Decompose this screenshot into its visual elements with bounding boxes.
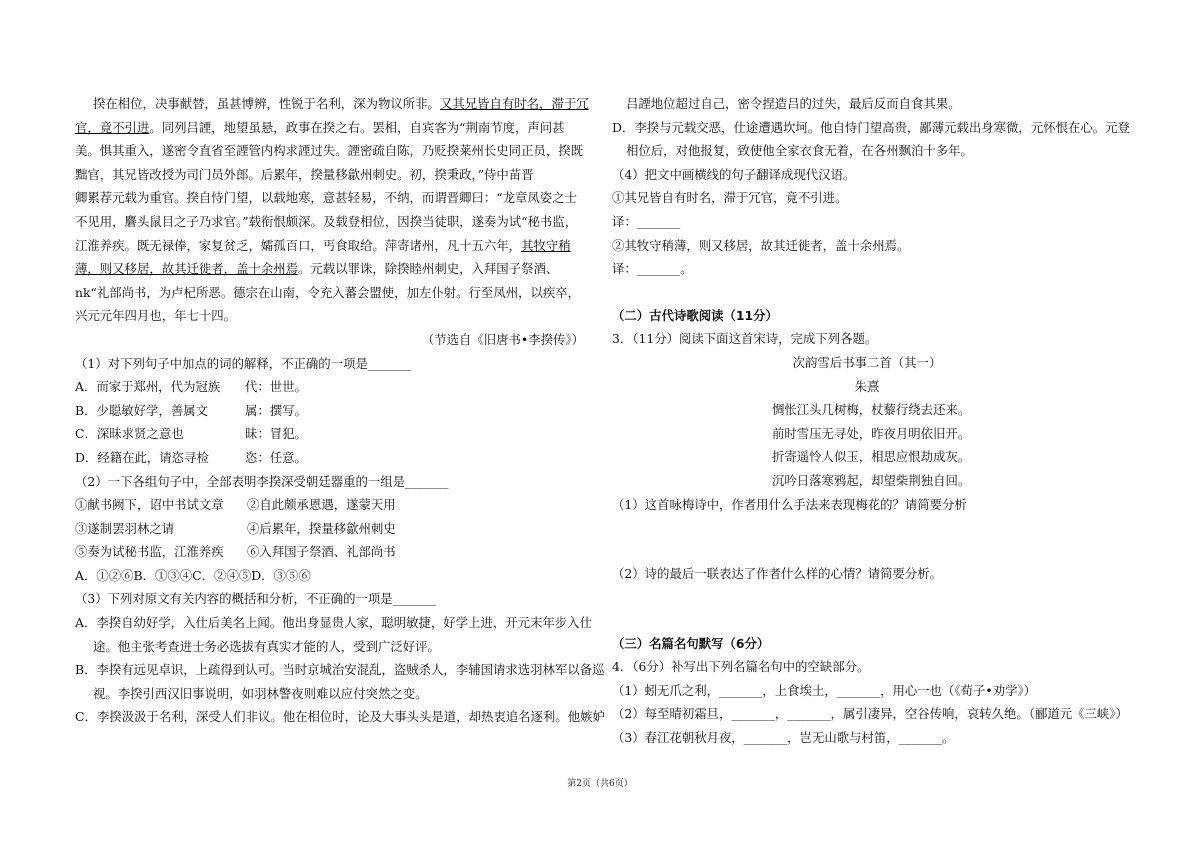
passage-text: 。元载以罪诛，除揆睦州刺史，入拜国子祭酒、	[298, 261, 559, 277]
underlined-text: 薄，则又移居，故其迁徙者，盖十余州焉	[75, 261, 299, 277]
option-row	[75, 375, 590, 399]
sentence-item: ③遂制罢羽林之请	[75, 520, 175, 536]
passage-text: 江淮养疾。既无禄俸，家复贫乏，孀孤百口，丐食取给。萍寄诸州，凡十五六年，	[75, 237, 522, 253]
underlined-text: 官，竟不引进	[75, 119, 150, 135]
question-1: （1）对下列句子中加点的词的解释，不正确的一项是_______	[75, 355, 412, 371]
passage-text: 美。惧其重入，遂密令直省至諲管内构求諲过失。諲密疏自陈，乃贬揆莱州长史同正员，揆既	[75, 143, 584, 159]
analysis-option-line: C．李揆汲汲于名利，深受人们非议。他在相位时，论及大事头头是道，却热衷追名逐利。他嫉妒	[75, 709, 605, 725]
option-explanation: 昧：冒犯。	[245, 426, 307, 442]
option-explanation: 属：撰写。	[245, 402, 307, 418]
dictation-item: （1）蚓无爪之利，_______，上食埃土，_______，用心一也（《荀子•劝学》）	[612, 682, 1037, 698]
passage-line	[75, 281, 590, 305]
poem-author: 朱熹	[854, 378, 880, 394]
passage-line	[75, 234, 590, 258]
analysis-option-line: 视。李揆引西汉旧事说明，如羽林警夜则难以应付突然之变。	[93, 685, 428, 701]
option-explanation: 代：世世。	[245, 379, 307, 395]
poem-line: 折寄遥怜人似玉，相思应恨劫成灰。	[772, 449, 971, 465]
option-sentence: B．少聪敏好学，善属文	[75, 402, 209, 418]
sentence-item: ②自此颇承恩遇，遂蒙天用	[247, 497, 396, 513]
passage-line	[75, 186, 590, 210]
passage-text: nk“礼部尚书，为卢杞所恶。德宗在山南，令充入蕃会盟使，加左仆射。行至凤州，以疾卒，	[75, 284, 581, 300]
question-4-translate: （4）把文中画横线的句子翻译成现代汉语。	[612, 166, 856, 182]
question-3-options	[75, 611, 605, 729]
option-explanation: 恣：任意。	[245, 449, 307, 465]
passage-text: 黜官，其兄皆改授为司门员外郎。后累年，揆量移歙州刺史。初，揆秉政，”侍中苗晋	[75, 166, 534, 182]
left-column	[75, 92, 605, 729]
option-d: D．李揆与元载交恶，仕途遭遇坎坷。他自恃门望高贵，鄙薄元载出身寒微，元怀恨在心。元登	[612, 119, 1130, 135]
section-3-title: （三）名篇名句默写（6分）	[612, 635, 770, 651]
continued-line: 吕諲地位超过自己，密令捏造吕的过失，最后反而自食其果。	[626, 96, 961, 111]
poem-line: 前时雪压无寻处，昨夜月明依旧开。	[772, 425, 971, 441]
option-sentence: A．而家于郑州，代为冠族	[75, 379, 221, 395]
passage-text: 卿累荐元载为重官。揆自恃门望，以载地寒，意甚轻易，不纳，而谓晋卿曰：“龙章凤姿之士	[75, 190, 577, 206]
analysis-option-line: 途。他主张考查进士务必选拔有真实才能的人，受到广泛好评。	[93, 638, 440, 654]
passage	[75, 92, 590, 328]
dictation-item: （3）春江花朝秋月夜，_______，岂无山歌与村笛，_______。	[612, 730, 955, 746]
question-2: （2）一下各组句子中，全部表明李揆深受朝廷器重的一组是_______	[75, 473, 449, 489]
underlined-text: 又其兄皆自有时名，滞于冗	[439, 96, 589, 111]
passage-line	[75, 116, 590, 140]
poem-title: 次韵雪后书事二首（其一）	[792, 354, 942, 370]
passage-line	[75, 304, 590, 328]
right-column	[612, 92, 1130, 750]
option-row	[75, 446, 590, 470]
option-sentence: D．经籍在此，请恣寻检	[75, 449, 209, 465]
sentence-item: ⑥入拜国子祭酒、礼部尚书	[247, 544, 396, 560]
dictation-intro: 4．（6分）补写出下列名篇名句中的空缺部分。	[612, 659, 870, 675]
translate-answer-2: 译：_______。	[612, 261, 693, 277]
passage-line	[75, 257, 590, 281]
passage-line	[75, 163, 590, 187]
page-footer: 第2页（共6页）	[567, 779, 633, 789]
translate-sentence-2: ②其牧守稍薄，则又移居，故其迁徙者，盖十余州焉。	[612, 237, 910, 253]
passage-text: 不见用，麏头鼠目之子乃求官。”载衔恨颇深。及载登相位，因揆当徒职，遂奏为试“秘书监，	[75, 213, 578, 229]
passage-text: 。同列吕諲，地望虽悬，政事在揆之右。罢相，自宾客为“荆南节度，声问甚	[149, 119, 565, 135]
underlined-text: 其牧守稍	[521, 237, 571, 253]
analysis-option-line: B．李揆有远见卓识，上疏得到认可。当时京城治安混乱，盗贼杀人，李辅国请求选羽林军以备巡	[75, 662, 605, 678]
translate-answer-1: 译：_______	[612, 213, 681, 229]
sentence-item: ⑤奏为试秘书监，江淮养疾	[75, 544, 224, 560]
section-2-title: （二）古代诗歌阅读（11分）	[612, 307, 778, 323]
passage-text: 揆在相位，决事献替，虽甚博辨，性锐于名利，深为物议所非。	[93, 96, 440, 111]
poem-question-intro: 3．（11分）阅读下面这首宋诗，完成下列各题。	[612, 331, 878, 347]
passage-line	[75, 210, 590, 234]
dictation-item: （2）每至晴初霜旦，_______，_______，属引凄异，空谷传响，哀转久绝。（郦道元《三峡》）	[612, 706, 1128, 722]
question-1-options	[75, 375, 590, 469]
sentence-pair	[75, 540, 590, 564]
passage-line	[75, 92, 590, 116]
sentence-item: ④后累年，揆量移歙州刺史	[247, 520, 396, 536]
option-d-cont: 相位后，对他报复，致使他全家衣食无着，在各州飘泊十多年。	[626, 143, 973, 159]
question-3: （3）下列对原文有关内容的概括和分析，不正确的一项是_______	[75, 591, 437, 607]
passage-source: （节选自《旧唐书•李揆传》）	[421, 331, 584, 347]
poem-question-2: （2）诗的最后一联表达了作者什么样的心情？请简要分析。	[612, 566, 943, 582]
sentence-pair	[75, 517, 590, 541]
translate-sentence-1: ①其兄皆自有时名，滞于冗官，竟不引进。	[612, 190, 848, 206]
poem-question-1: （1）这首咏梅诗中，作者用什么手法来表现梅花的？请简要分析	[612, 496, 967, 512]
passage-line	[75, 139, 590, 163]
question-2-sentences	[75, 493, 590, 564]
option-row	[75, 399, 590, 423]
passage-text: 兴元元年四月也，年七十四。	[75, 308, 237, 324]
analysis-option-line: A．李揆自幼好学，入仕后美名上闻。他出身显贵人家，聪明敏捷，好学上进，开元末年步入仕	[75, 615, 592, 631]
sentence-pair	[75, 493, 590, 517]
poem-line: 惆怅江头几树梅，杖藜行绕去还来。	[772, 402, 971, 418]
option-sentence: C．深昧求贤之意也	[75, 426, 184, 442]
poem-line: 沉吟日落寒鸦起，却望柴荆独自回。	[772, 472, 971, 488]
question-2-choices: A．①②⑥B．①③④C．②④⑤D．③⑤⑥	[75, 567, 311, 583]
option-row	[75, 422, 590, 446]
sentence-item: ①献书阙下，诏中书试文章	[75, 497, 224, 513]
